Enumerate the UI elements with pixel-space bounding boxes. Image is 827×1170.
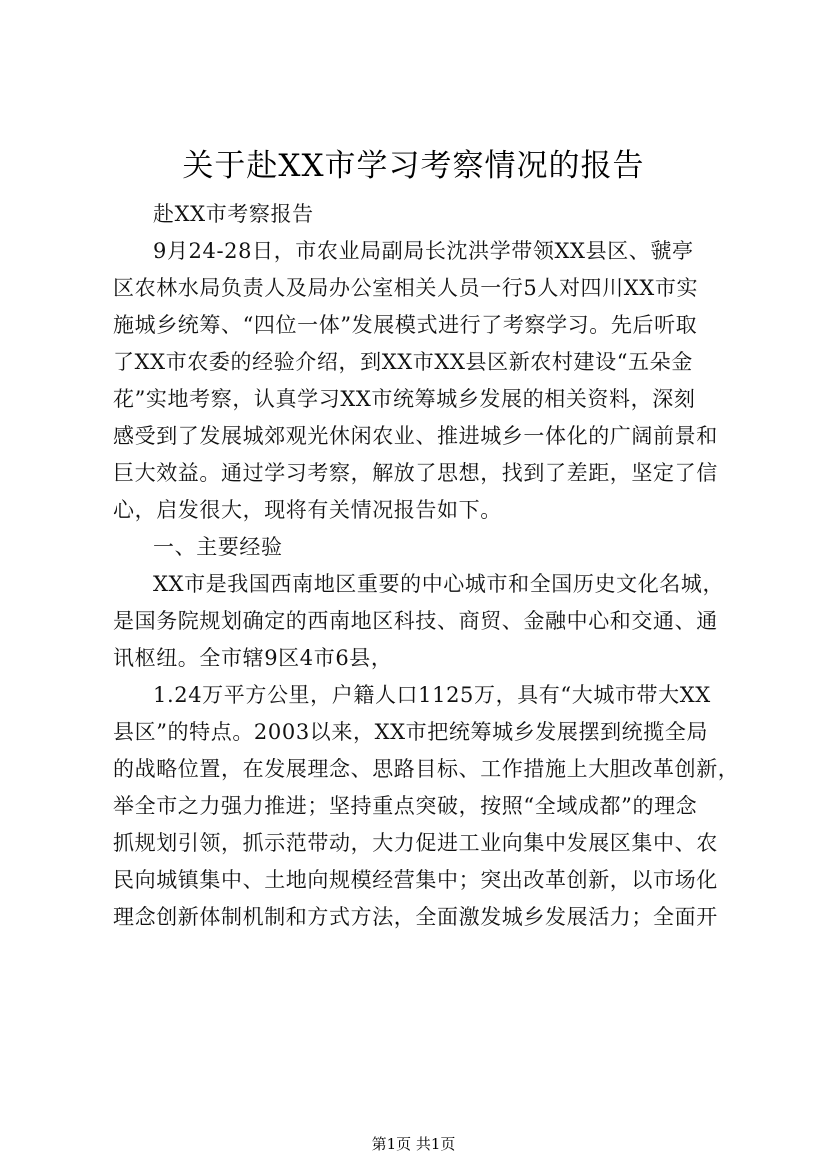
paragraph-line: 赴XX市考察报告	[153, 202, 314, 226]
paragraph-line: 举全市之力强力推进；坚持重点突破，按照“全域成都”的理念	[113, 794, 698, 818]
paragraph-line: 9月24-28日，市农业局副局长沈洪学带领XX县区、虢亭	[153, 239, 694, 263]
paragraph-line: 抓规划引领，抓示范带动，大力促进工业向集中发展区集中、农	[113, 831, 718, 855]
paragraph-line: 是国务院规划确定的西南地区科技、商贸、金融中心和交通、通	[113, 609, 718, 633]
paragraph-line: 理念创新体制机制和方式方法，全面激发城乡发展活力；全面开	[113, 905, 718, 929]
paragraph-line: 花”实地考察，认真学习XX市统筹城乡发展的相关资料，深刻	[113, 387, 696, 411]
paragraph-line: 的战略位置，在发展理念、思路目标、工作措施上大胆改革创新，	[113, 757, 740, 781]
paragraph-line: 感受到了发展城郊观光休闲农业、推进城乡一体化的广阔前景和	[113, 424, 718, 448]
paragraph-line: 讯枢纽。全市辖9区4市6县，	[113, 646, 393, 670]
paragraph-line: 区农林水局负责人及局办公室相关人员一行5人对四川XX市实	[113, 276, 699, 300]
section-heading: 一、主要经验	[153, 535, 283, 559]
paragraph-line: 心，启发很大，现将有关情况报告如下。	[113, 498, 502, 522]
document-body	[113, 196, 740, 936]
paragraph-line: 民向城镇集中、土地向规模经营集中；突出改革创新，以市场化	[113, 868, 718, 892]
paragraph-line: 1.24万平方公里，户籍人口1125万，具有“大城市带大XX	[153, 683, 711, 707]
paragraph-line: 施城乡统筹、“四位一体”发展模式进行了考察学习。先后听取	[113, 313, 698, 337]
paragraph-line: 了XX市农委的经验介绍，到XX市XX县区新农村建设“五朵金	[113, 350, 693, 374]
paragraph-line: 县区”的特点。2003以来，XX市把统筹城乡发展摆到统揽全局	[113, 720, 709, 744]
document-title: 关于赴XX市学习考察情况的报告	[182, 148, 645, 184]
paragraph-line: XX市是我国西南地区重要的中心城市和全国历史文化名城，	[153, 572, 725, 596]
paragraph-line: 巨大效益。通过学习考察，解放了思想，找到了差距，坚定了信	[113, 461, 718, 485]
page-number-footer: 第1页 共1页	[371, 1135, 456, 1153]
